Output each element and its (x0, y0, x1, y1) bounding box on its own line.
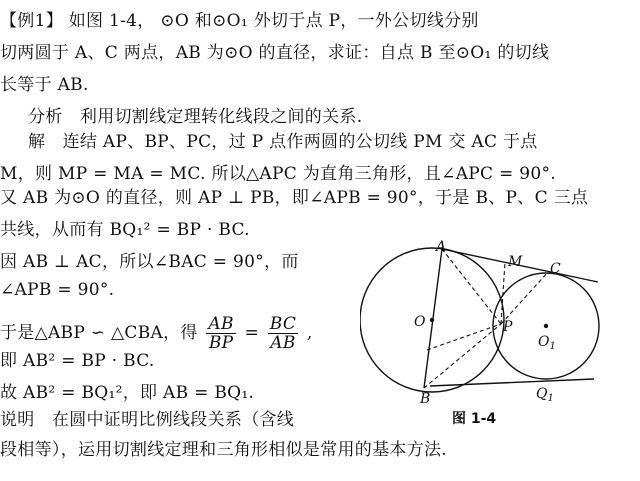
fraction-tail: , (306, 323, 313, 343)
label-q1 (536, 386, 554, 404)
label-o1 (538, 334, 556, 352)
text-line-2: 切两圆于 A、C 两点，AB 为⊙O 的直径，求证：自点 B 至⊙O₁ 的切线 (0, 43, 550, 63)
label-q1-sub: 1 (547, 393, 554, 404)
analysis-line: 分析 利用切割线定理转化线段之间的关系. (28, 107, 363, 127)
note-line-2: 段相等），运用切割线定理和三角形相似是常用的基本方法. (0, 440, 448, 460)
fraction-left-denominator: BP (208, 333, 234, 353)
label-b: B (420, 391, 431, 407)
label-o1-sub: 1 (549, 341, 556, 352)
text-line-3: 长等于 AB. (0, 75, 89, 95)
solution-line-3: 又 AB 为⊙O 的直径，则 AP ⊥ PB，即∠APB = 90°，于是 B、P、C 三点 (0, 188, 589, 208)
solution-line-4: 共线，从而有 BQ₁² = BP · BC. (0, 220, 250, 240)
label-c: C (550, 261, 561, 277)
note-line-1: 说明 在圆中证明比例线段关系（含线 (0, 410, 295, 430)
text-line-1: 【例1】 如图 1-4， ⊙O 和⊙O₁ 外切于点 P，一外公切线分别 (0, 11, 479, 31)
segment-pc (501, 272, 548, 324)
label-m: M (508, 254, 523, 270)
fraction-right (268, 315, 298, 352)
label-a: A (436, 239, 447, 255)
fraction-left-numerator: AB (208, 314, 234, 334)
center-o1-dot (544, 324, 548, 328)
solution-line-9: 故 AB² = BQ₁²，即 AB = BQ₁. (0, 383, 255, 403)
fraction-equals: = (244, 323, 260, 343)
segment-inner (427, 324, 501, 350)
solution-line-5: 因 AB ⊥ AC，所以∠BAC = 90°，而 (0, 252, 299, 272)
label-p: P (503, 319, 513, 335)
solution-line-1: 解 连结 AP、BP、PC，过 P 点作两圆的公切线 PM 交 AC 于点 (28, 132, 538, 152)
label-o: O (414, 314, 426, 330)
similar-triangles-text: 于是△ABP ∽ △CBA，得 (0, 323, 198, 343)
label-o1-main: O (538, 334, 550, 350)
fraction-right-numerator: BC (269, 314, 297, 334)
solution-line-6: ∠APB = 90°. (0, 280, 115, 300)
solution-line-7 (0, 315, 313, 352)
solution-line-8: 即 AB² = BP · BC. (0, 351, 155, 371)
geometry-figure (360, 238, 622, 408)
label-q1-main: Q (536, 386, 548, 402)
figure-caption: 图 1-4 (452, 411, 497, 427)
center-o-dot (430, 318, 434, 322)
fraction-right-denominator: AB (270, 333, 296, 353)
tangent-line-bottom (430, 379, 594, 386)
solution-line-2: M，则 MP = MA = MC. 所以△APC 为直角三角形，且∠APC = 90°. (0, 164, 557, 184)
segment-bp (424, 324, 501, 388)
fraction-left (206, 315, 235, 352)
